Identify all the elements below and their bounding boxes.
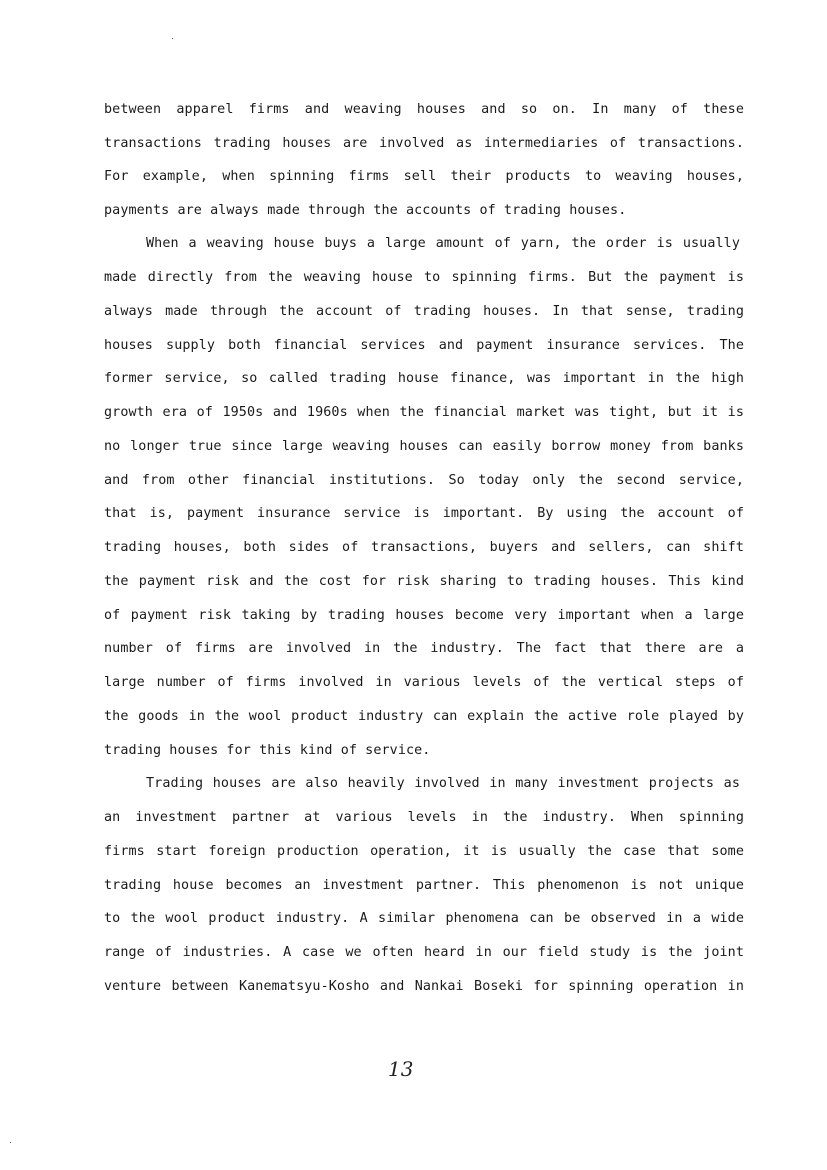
- text-line: no longer true since large weaving houses can easily borrow money from banks: [104, 439, 744, 454]
- text-line: large number of firms involved in various levels of the vertical steps of: [104, 675, 744, 690]
- text-line: houses supply both financial services and payment insurance services. The: [104, 338, 744, 353]
- text-line: growth era of 1950s and 1960s when the financial market was tight, but it is: [104, 405, 744, 420]
- text-line: trading house becomes an investment partner. This phenomenon is not unique: [104, 878, 744, 893]
- text-line: that is, payment insurance service is important. By using the account of: [104, 506, 744, 521]
- text-line: number of firms are involved in the industry. The fact that there are a: [104, 641, 744, 656]
- text-line: When a weaving house buys a large amount of yarn, the order is usually: [146, 236, 740, 251]
- page-number: 13: [388, 1057, 414, 1081]
- text-line: and from other financial institutions. So today only the second service,: [104, 473, 744, 488]
- text-line: former service, so called trading house finance, was important in the high: [104, 371, 744, 386]
- text-line: trading houses, both sides of transactions, buyers and sellers, can shift: [104, 540, 744, 555]
- text-line: payments are always made through the accounts of trading houses.: [104, 203, 627, 218]
- text-line: made directly from the weaving house to spinning firms. But the payment is: [104, 270, 744, 285]
- text-line: firms start foreign production operation, it is usually the case that some: [104, 844, 744, 859]
- text-line: to the wool product industry. A similar phenomena can be observed in a wide: [104, 911, 744, 926]
- text-line: the payment risk and the cost for risk sharing to trading houses. This kind: [104, 574, 744, 589]
- text-line: trading houses for this kind of service.: [104, 743, 431, 758]
- text-line: an investment partner at various levels in the industry. When spinning: [104, 810, 744, 825]
- text-line: the goods in the wool product industry can explain the active role played by: [104, 709, 744, 724]
- scan-speck: [172, 38, 173, 39]
- text-line: always made through the account of trading houses. In that sense, trading: [104, 304, 744, 319]
- text-line: of payment risk taking by trading houses become very important when a large: [104, 608, 744, 623]
- text-line: Trading houses are also heavily involved in many investment projects as: [146, 776, 740, 791]
- text-line: venture between Kanematsyu-Kosho and Nankai Boseki for spinning operation in: [104, 979, 744, 994]
- scan-speck: [10, 1142, 11, 1143]
- text-line: For example, when spinning firms sell their products to weaving houses,: [104, 169, 744, 184]
- text-line: transactions trading houses are involved as intermediaries of transactions.: [104, 136, 744, 151]
- text-line: range of industries. A case we often heard in our field study is the joint: [104, 945, 744, 960]
- text-line: between apparel firms and weaving houses and so on. In many of these: [104, 102, 744, 117]
